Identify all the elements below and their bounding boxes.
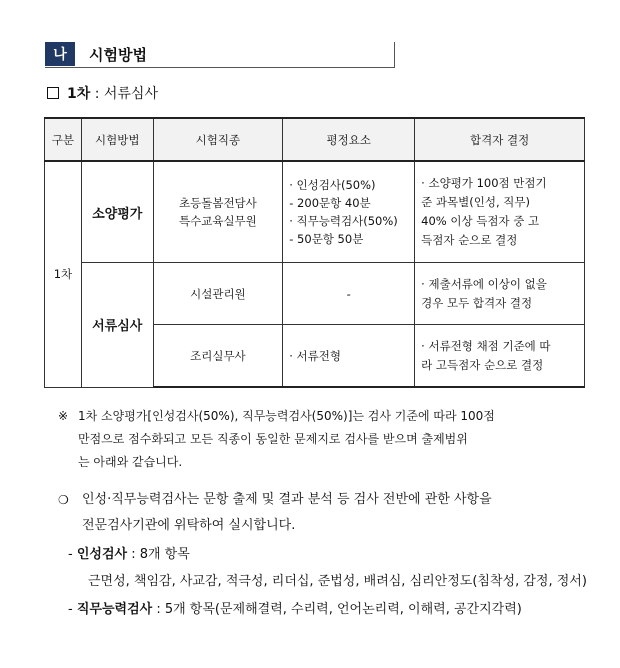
checkbox-icon [47, 87, 59, 99]
decision-line: 40% 이상 득점자 중 고 [421, 214, 540, 228]
note-line: 1차 소양평가[인성검사(50%), 직무능력검사(50%)]는 검사 기준에 따라 100점 [78, 409, 495, 423]
jobs-cell: 조리실무사 [153, 325, 283, 388]
decision-line: · 제출서류에 이상이 없을 [421, 276, 547, 291]
factor-line: · 인성검사(50%) [289, 178, 376, 192]
subheading-strong: 1차 [67, 86, 91, 102]
factor-line: - 50문항 50분 [289, 232, 364, 246]
job-ability-test-item [68, 598, 522, 617]
header-rule-horizontal [45, 67, 395, 68]
item-label: 인성검사 [76, 547, 128, 562]
header-method: 시험방법 [81, 118, 153, 161]
decision-line: 득점자 순으로 결정 [421, 233, 518, 247]
table-header-row [45, 118, 585, 161]
bullet-line: 인성·직무능력검사는 문항 출제 및 결과 분석 등 검사 전반에 관한 사항을 [82, 492, 492, 507]
factors-cell [283, 161, 415, 263]
method-cell: 서류심사 [81, 263, 153, 388]
header-category: 구분 [45, 118, 82, 161]
jobs-cell [153, 161, 283, 263]
bullet-line: 전문검사기관에 위탁하여 실시합니다. [82, 518, 296, 533]
job-line: 초등돌봄전담사 [179, 196, 257, 210]
decision-line: 라 고득점자 순으로 결정 [421, 357, 544, 372]
personality-test-item [68, 543, 190, 562]
factors-cell: - [283, 263, 415, 325]
reference-mark-icon: ※ [58, 409, 69, 423]
header-decision: 합격자 결정 [415, 118, 585, 161]
table-row [45, 161, 585, 263]
exam-method-table [44, 117, 585, 388]
decision-line: · 서류전형 채점 기준에 따 [421, 338, 551, 353]
subheading-rest: : 서류심사 [90, 86, 158, 102]
factor-line: - 200문항 40분 [289, 196, 371, 210]
note-block [58, 405, 588, 474]
method-cell: 소양평가 [81, 161, 153, 263]
decision-line: 경우 모두 합격자 결정 [421, 295, 533, 310]
item-dash: - [68, 602, 73, 617]
decision-cell [415, 263, 585, 325]
header-job-type: 시험직종 [153, 118, 283, 161]
section-badge: 나 [45, 42, 75, 66]
header-rule-vertical [394, 42, 395, 68]
factors-cell: · 서류전형 [283, 325, 415, 388]
item-value: : 8개 항목 [127, 547, 190, 562]
subheading [47, 84, 158, 102]
stage-cell: 1차 [45, 161, 82, 387]
section-title: 시험방법 [89, 46, 147, 64]
note-line: 는 아래와 같습니다. [78, 455, 183, 469]
section-header [45, 42, 395, 68]
bullet-block [58, 487, 598, 539]
decision-line: · 소양평가 100점 만점기 [421, 176, 547, 190]
item-value: : 5개 항목(문제해결력, 수리력, 언어논리력, 이해력, 공간지각력) [152, 602, 522, 617]
circle-bullet-icon: ❍ [58, 493, 69, 507]
item-label: 직무능력검사 [76, 602, 153, 617]
header-factors: 평정요소 [283, 118, 415, 161]
factor-line: · 직무능력검사(50%) [289, 214, 398, 228]
personality-test-detail: 근면성, 책임감, 사교감, 적극성, 리더십, 준법성, 배려심, 심리안정도(침착성, 감정, 정서) [88, 574, 587, 589]
job-line: 특수교육실무원 [179, 214, 257, 228]
table-row [45, 263, 585, 325]
note-line: 만점으로 점수화되고 모든 직종이 동일한 문제지로 검사를 받으며 출제범위 [78, 432, 468, 446]
subheading-text [67, 83, 158, 103]
decision-cell [415, 161, 585, 263]
decision-cell [415, 325, 585, 388]
jobs-cell: 시설관리원 [153, 263, 283, 325]
item-dash: - [68, 547, 73, 562]
decision-line: 준 과목별(인성, 직무) [421, 195, 530, 209]
